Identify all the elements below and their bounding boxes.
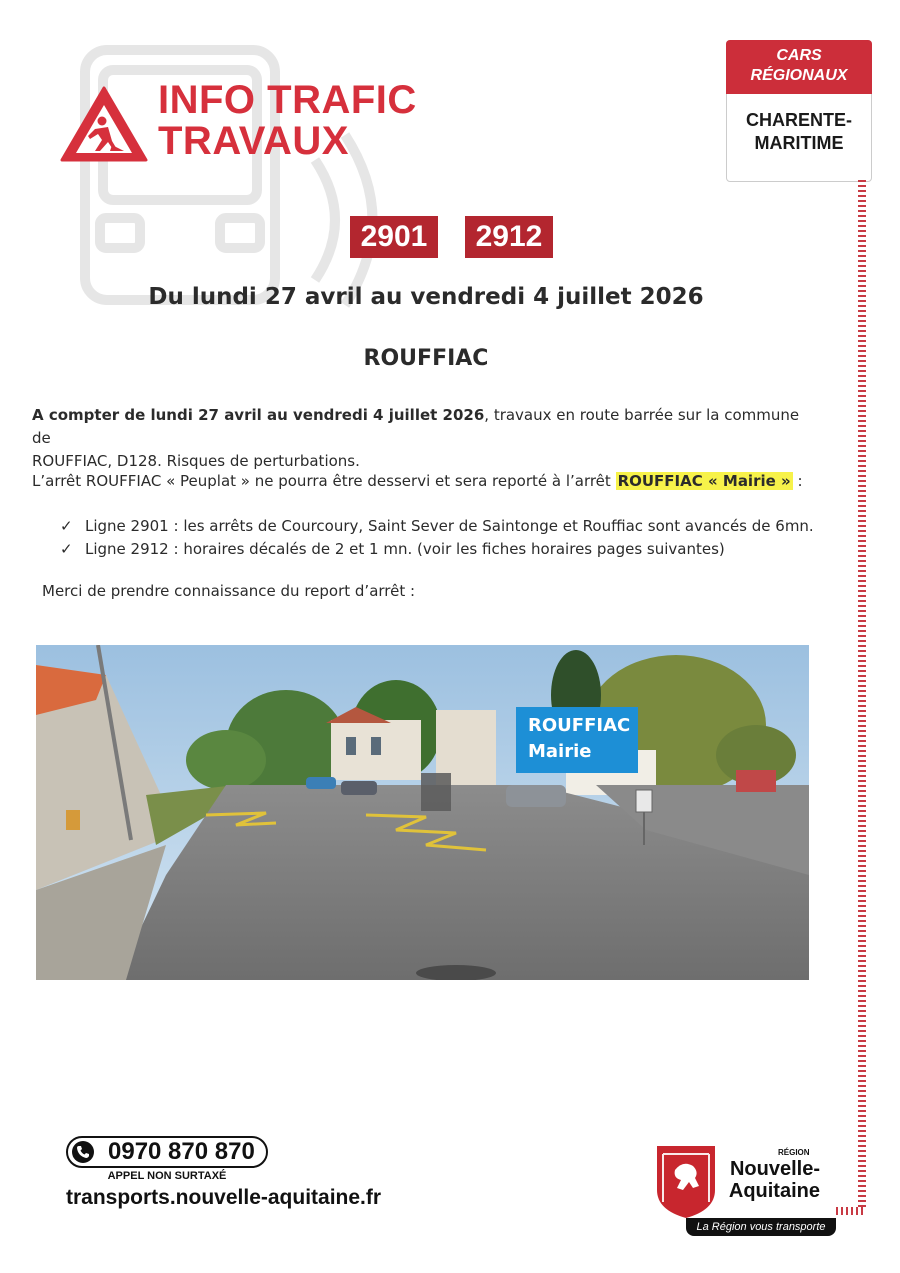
line-number-badge: 2901 <box>350 216 438 258</box>
region-lion-logo-icon <box>653 1142 719 1220</box>
commune-title: ROUFFIAC <box>363 346 489 371</box>
notice-text-line-2: ROUFFIAC, D128. Risques de perturbations. <box>32 452 360 470</box>
badge-ribbon-hook <box>836 1207 866 1215</box>
badge-ribbon-decoration <box>858 180 866 1210</box>
street-scene-image <box>36 645 809 980</box>
info-trafic-title <box>158 80 417 162</box>
phone-number: 0970 870 870 <box>108 1138 255 1165</box>
title-line-1: INFO TRAFIC <box>158 78 417 122</box>
stop-transfer-text: L’arrêt ROUFFIAC « Peuplat » ne pourra être desservi et sera reporté à l’arrêt <box>32 472 616 490</box>
list-item-text: Ligne 2901 : les arrêts de Courcoury, Saint Sever de Saintonge et Rouffiac sont avancés de 6mn. <box>85 517 814 535</box>
roadworks-warning-icon <box>60 85 148 163</box>
badge-department <box>727 109 871 155</box>
stop-name-label <box>516 707 638 773</box>
stop-transfer-colon: : <box>792 472 803 490</box>
notice-dates-bold: A compter de lundi 27 avril au vendredi 4 juillet 2026 <box>32 406 485 424</box>
region-tagline: La Région vous transporte <box>686 1218 836 1236</box>
notice-paragraph <box>32 404 822 473</box>
list-item <box>0 538 852 561</box>
region-name-line-2: Aquitaine <box>728 1180 820 1202</box>
badge-top-line-1: CARS <box>776 47 822 64</box>
badge-header <box>726 40 872 94</box>
phone-icon <box>71 1140 95 1164</box>
badge-top-line-2: RÉGIONAUX <box>750 67 848 84</box>
region-small-label: RÉGION <box>778 1148 810 1157</box>
website-link[interactable]: transports.nouvelle-aquitaine.fr <box>66 1186 382 1209</box>
stop-label-line-2: Mairie <box>528 741 592 762</box>
list-item <box>0 515 852 538</box>
network-badge <box>726 40 872 182</box>
new-stop-highlight: ROUFFIAC « Mairie » <box>617 472 791 490</box>
notice-text: , travaux en route barrée sur la commune de <box>32 406 800 447</box>
phone-contact[interactable] <box>66 1136 268 1168</box>
checkmark-icon: ✓ <box>60 540 73 558</box>
line-number-badge: 2912 <box>465 216 553 258</box>
checkmark-icon: ✓ <box>60 517 73 535</box>
phone-note: APPEL NON SURTAXÉ <box>107 1170 227 1182</box>
closing-paragraph: Merci de prendre connaissance du report d’arrêt : <box>42 582 416 600</box>
title-line-2: TRAVAUX <box>158 119 349 163</box>
date-range: Du lundi 27 avril au vendredi 4 juillet 2026 <box>148 284 704 310</box>
stop-transfer-paragraph <box>32 470 822 493</box>
list-item-text: Ligne 2912 : horaires décalés de 2 et 1 mn. (voir les fiches horaires pages suivantes) <box>85 540 725 558</box>
stop-label-line-1: ROUFFIAC <box>528 715 631 736</box>
badge-bottom-line-1: CHARENTE- <box>746 110 852 130</box>
badge-bottom-line-2: MARITIME <box>754 133 844 153</box>
bus-stop-photo <box>36 645 809 980</box>
region-name <box>722 1158 820 1202</box>
region-name-line-1: Nouvelle- <box>729 1158 820 1180</box>
